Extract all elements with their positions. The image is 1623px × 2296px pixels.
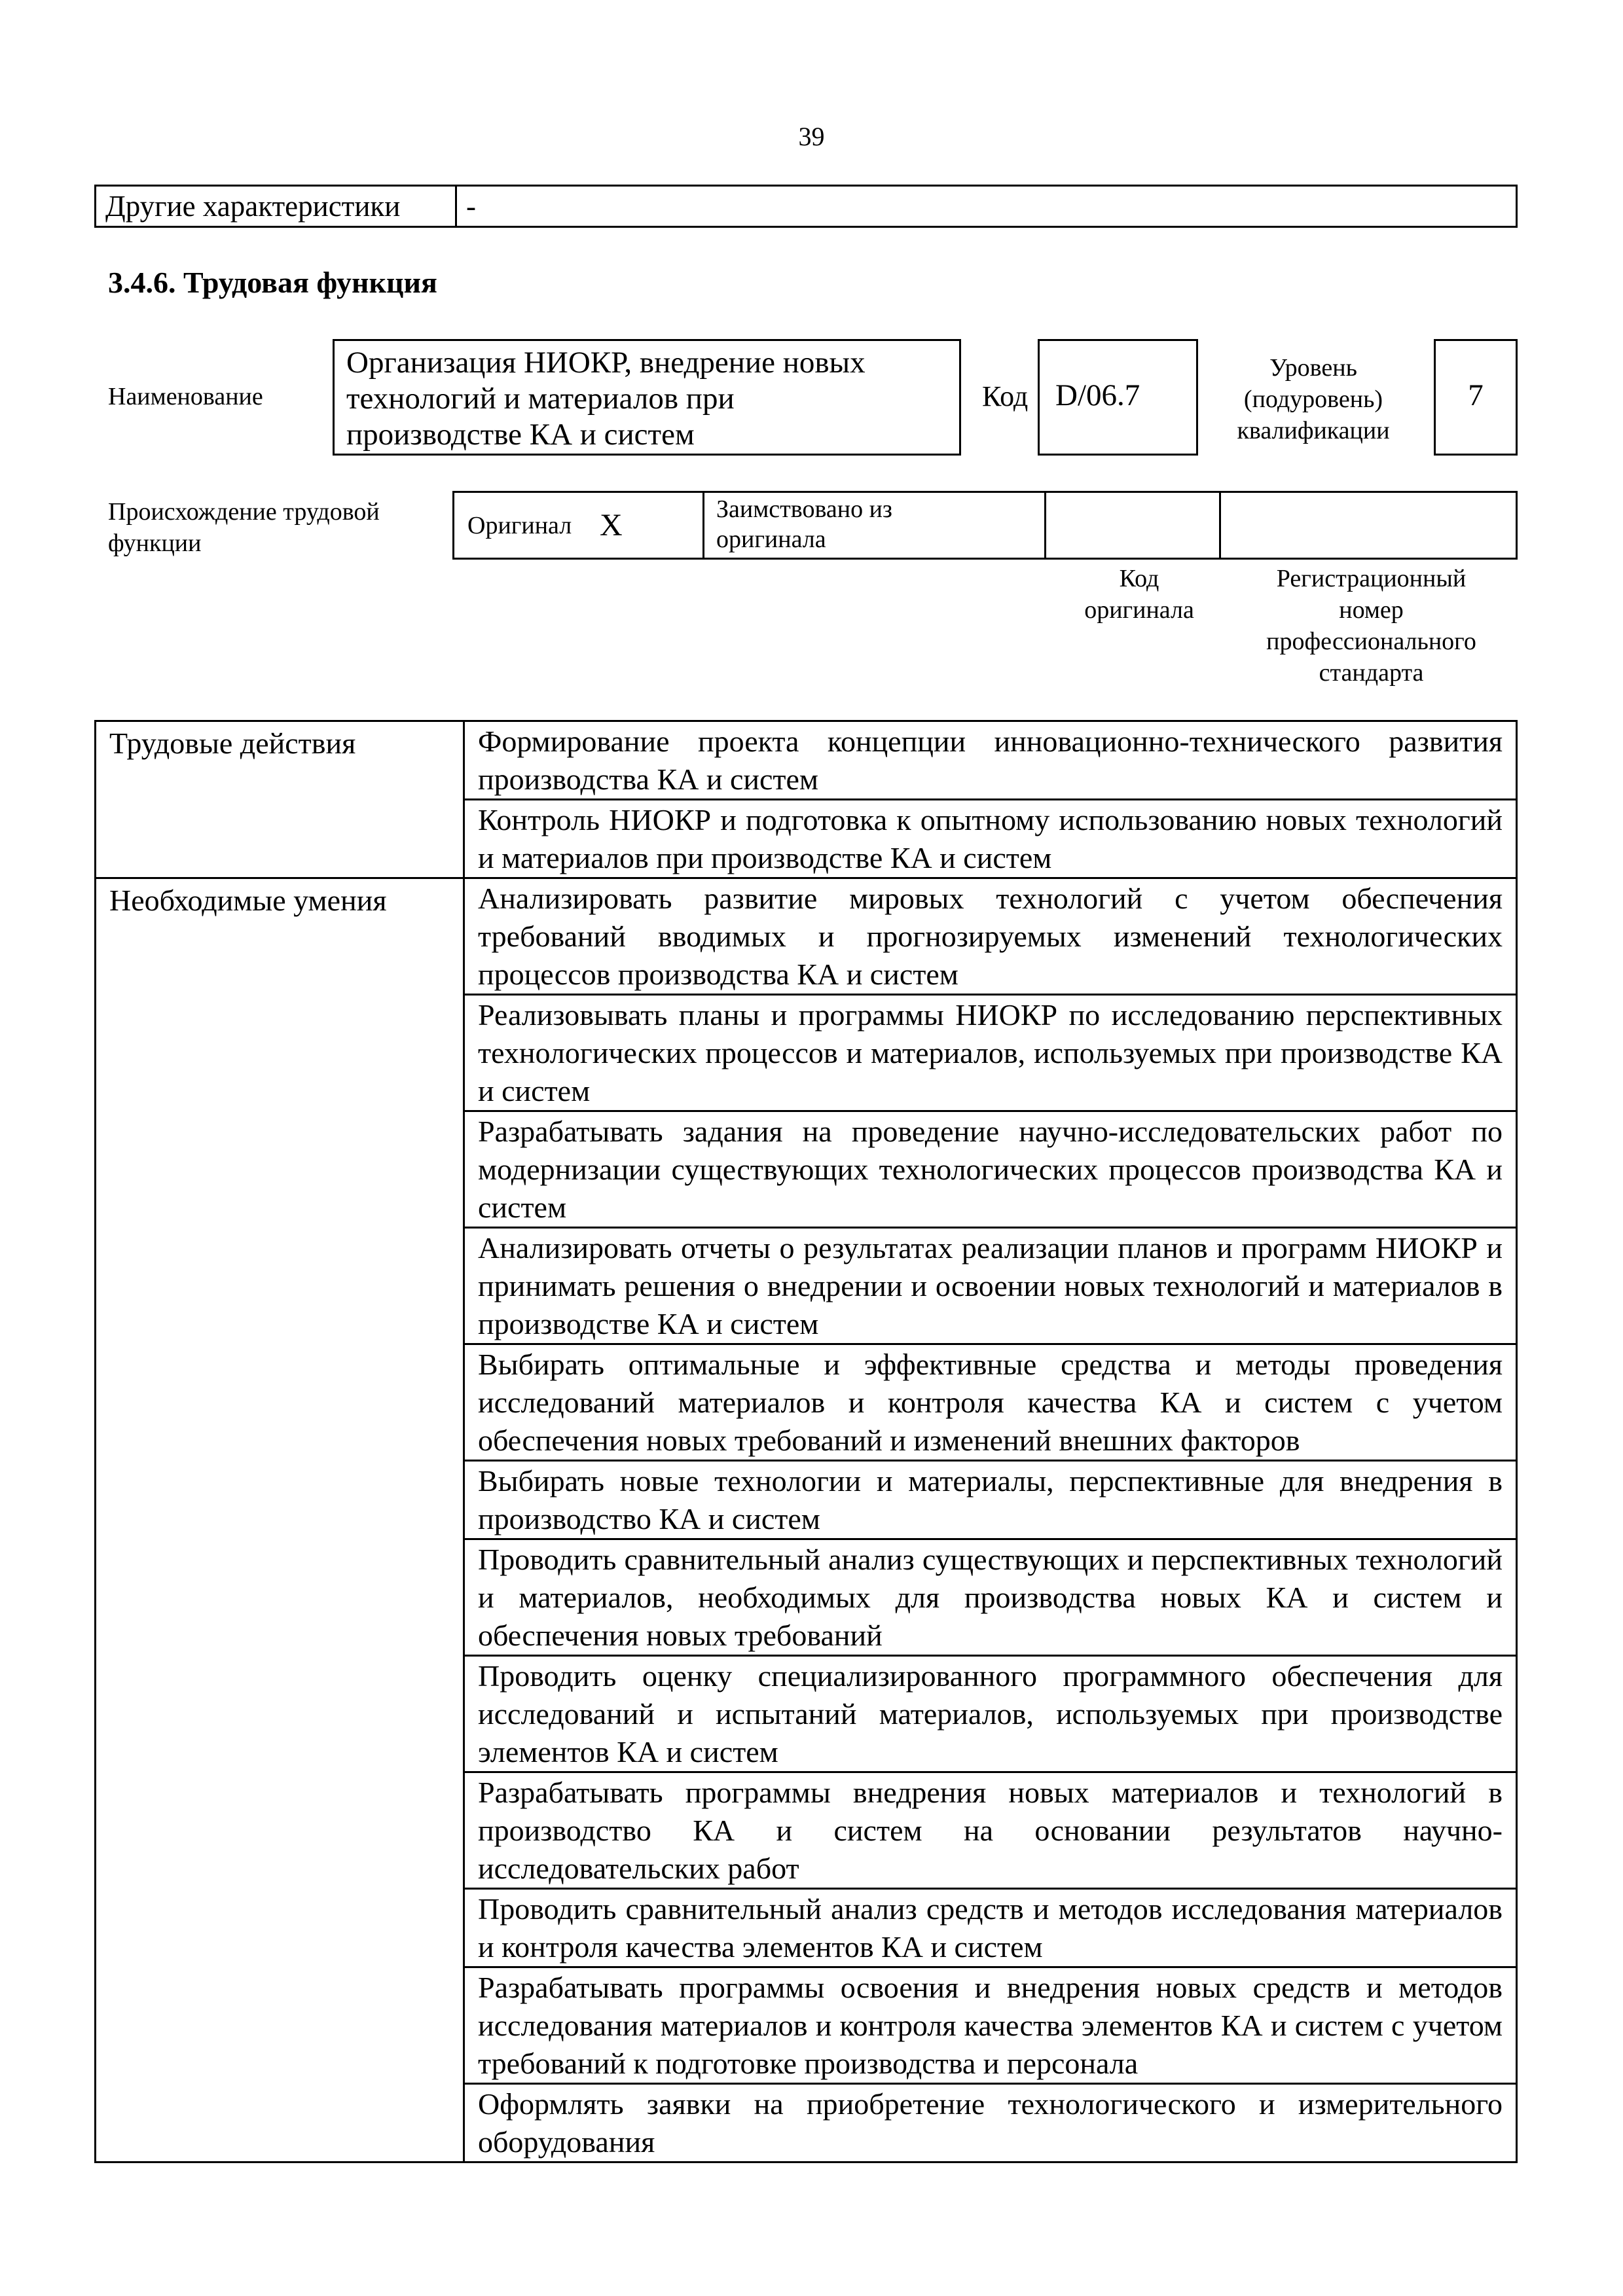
- skill-item: Выбирать оптимальные и эффективные средства и методы проведения исследований материалов и контроля качества КА и систем с учетом обеспечения новых требований и изменений внешних факторов: [464, 1344, 1517, 1461]
- borrowed-label: [704, 492, 1046, 559]
- table-row: [454, 492, 1517, 559]
- other-characteristics-label: Другие характеристики: [96, 186, 456, 227]
- level-label-line: (подуровень): [1243, 386, 1383, 413]
- registration-number-caption: [1226, 563, 1517, 689]
- caption-line: Код: [1119, 565, 1159, 592]
- caption-line: номер: [1339, 596, 1404, 624]
- table-row: [96, 721, 1517, 800]
- borrowed-label-line: оригинала: [716, 526, 826, 553]
- category-labor-actions: Трудовые действия: [96, 721, 464, 878]
- function-name-box: [333, 339, 961, 456]
- level-label-line: Уровень: [1269, 354, 1357, 382]
- level-label-line: квалификации: [1237, 417, 1390, 444]
- code-label: Код: [982, 380, 1029, 412]
- table-row: [96, 878, 1517, 995]
- registration-number-cell: [1220, 492, 1517, 559]
- skill-item: Разрабатывать программы освоения и внедрения новых средств и методов исследования материалов и контроля качества элементов КА и систем с учетом требований к подготовке производства и персонала: [464, 1967, 1517, 2084]
- origin-label-line: Происхождение трудовой: [108, 498, 380, 526]
- page-number: 39: [798, 122, 825, 151]
- skill-item: Выбирать новые технологии и материалы, перспективные для внедрения в производство КА и систем: [464, 1461, 1517, 1539]
- original-mark: X: [599, 492, 704, 559]
- skill-item: Реализовывать планы и программы НИОКР по исследованию перспективных технологических процессов и материалов, используемых при производстве КА и систем: [464, 995, 1517, 1111]
- original-code-caption: [1054, 563, 1224, 626]
- skill-item: Разрабатывать программы внедрения новых материалов и технологий в производство КА и систем на основании результатов научно-исследовательских работ: [464, 1772, 1517, 1889]
- origin-label-line: функции: [108, 529, 202, 557]
- caption-line: оригинала: [1084, 596, 1194, 624]
- category-required-skills: Необходимые умения: [96, 878, 464, 2162]
- original-code-cell: [1046, 492, 1220, 559]
- original-label: Оригинал: [454, 492, 600, 559]
- borrowed-label-line: Заимствовано из: [716, 495, 892, 523]
- skill-item: Анализировать развитие мировых технологий с учетом обеспечения требований вводимых и прогнозируемых изменений технологических процессов производства КА и систем: [464, 878, 1517, 995]
- level-label: [1215, 352, 1412, 446]
- labor-function-table: [94, 720, 1518, 2163]
- function-name-line: Организация НИОКР, внедрение новых: [346, 346, 866, 380]
- origin-label: [108, 496, 380, 559]
- other-characteristics-value: -: [456, 186, 1517, 227]
- caption-line: Регистрационный: [1276, 565, 1467, 592]
- caption-line: профессионального: [1266, 628, 1476, 655]
- skill-item: Оформлять заявки на приобретение технологического и измерительного оборудования: [464, 2084, 1517, 2162]
- function-name-line: производстве КА и систем: [346, 418, 695, 452]
- other-characteristics-table: [94, 185, 1518, 228]
- skill-item: Проводить оценку специализированного программного обеспечения для исследований и испытаний материалов, используемых при производстве элементов КА и систем: [464, 1656, 1517, 1772]
- skill-item: Разрабатывать задания на проведение научно-исследовательских работ по модернизации существующих технологических процессов производства КА и систем: [464, 1111, 1517, 1228]
- skill-item: Проводить сравнительный анализ существующих и перспективных технологий и материалов, необходимых для производства новых КА и систем и обеспечения новых требований: [464, 1539, 1517, 1656]
- level-value: 7: [1434, 339, 1518, 456]
- labor-action-item: Контроль НИОКР и подготовка к опытному использованию новых технологий и материалов при производстве КА и систем: [464, 800, 1517, 878]
- skill-item: Проводить сравнительный анализ средств и методов исследования материалов и контроля качества элементов КА и систем: [464, 1889, 1517, 1967]
- table-row: [96, 186, 1517, 227]
- code-value: D/06.7: [1038, 339, 1198, 456]
- name-label: Наименование: [108, 383, 263, 410]
- origin-table: [452, 491, 1518, 560]
- skill-item: Анализировать отчеты о результатах реализации планов и программ НИОКР и принимать решения о внедрении и освоении новых технологий и материалов в производстве КА и систем: [464, 1228, 1517, 1344]
- caption-line: стандарта: [1319, 659, 1424, 687]
- function-name-line: технологий и материалов при: [346, 382, 735, 416]
- labor-action-item: Формирование проекта концепции инновационно-технического развития производства КА и систем: [464, 721, 1517, 800]
- section-heading: 3.4.6. Трудовая функция: [108, 266, 437, 299]
